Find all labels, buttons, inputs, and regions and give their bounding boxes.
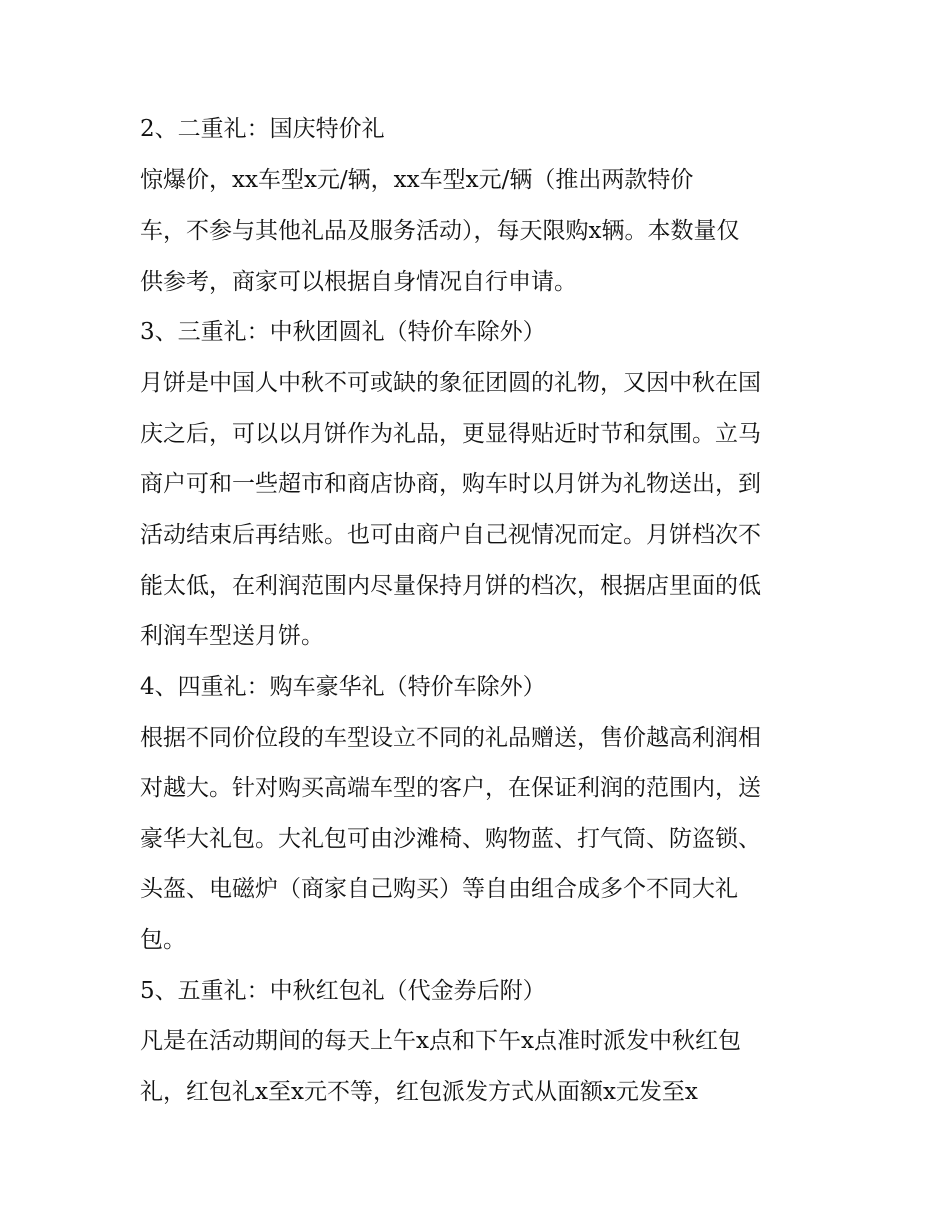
paragraph-line: 对越大。针对购买高端车型的客户，在保证利润的范围内，送 — [140, 775, 761, 801]
heading-second-gift: 2、二重礼：国庆特价礼 — [140, 116, 385, 142]
paragraph-line: 商户可和一些超市和商店协商，购车时以月饼为礼物送出，到 — [140, 471, 761, 497]
paragraph-line: 豪华大礼包。大礼包可由沙滩椅、购物蓝、打气筒、防盗锁、 — [140, 826, 761, 852]
paragraph-line: 根据不同价位段的车型设立不同的礼品赠送，售价越高利润相 — [140, 725, 761, 751]
paragraph-line: 头盔、电磁炉（商家自己购买）等自由组合成多个不同大礼 — [140, 876, 738, 902]
paragraph-line: 月饼是中国人中秋不可或缺的象征团圆的礼物，又因中秋在国 — [140, 370, 761, 396]
paragraph-line: 庆之后，可以以月饼作为礼品，更显得贴近时节和氛围。立马 — [140, 421, 761, 447]
paragraph-line: 活动结束后再结账。也可由商户自己视情况而定。月饼档次不 — [140, 522, 761, 548]
paragraph-line: 惊爆价，xx车型x元/辆，xx车型x元/辆（推出两款特价 — [140, 167, 694, 193]
heading-fourth-gift: 4、四重礼：购车豪华礼（特价车除外） — [140, 674, 546, 700]
paragraph-line: 能太低，在利润范围内尽量保持月饼的档次，根据店里面的低 — [140, 573, 761, 599]
paragraph-line: 包。 — [140, 927, 186, 953]
paragraph-line: 凡是在活动期间的每天上午x点和下午x点准时派发中秋红包 — [140, 1028, 741, 1054]
paragraph-line: 利润车型送月饼。 — [140, 623, 324, 649]
heading-fifth-gift: 5、五重礼：中秋红包礼（代金券后附） — [140, 978, 546, 1004]
heading-third-gift: 3、三重礼：中秋团圆礼（特价车除外） — [140, 319, 546, 345]
paragraph-line: 车，不参与其他礼品及服务活动），每天限购x辆。本数量仅 — [140, 218, 740, 244]
paragraph-line: 礼，红包礼x至x元不等，红包派发方式从面额x元发至x — [140, 1079, 698, 1105]
paragraph-line: 供参考，商家可以根据自身情况自行申请。 — [140, 269, 577, 295]
